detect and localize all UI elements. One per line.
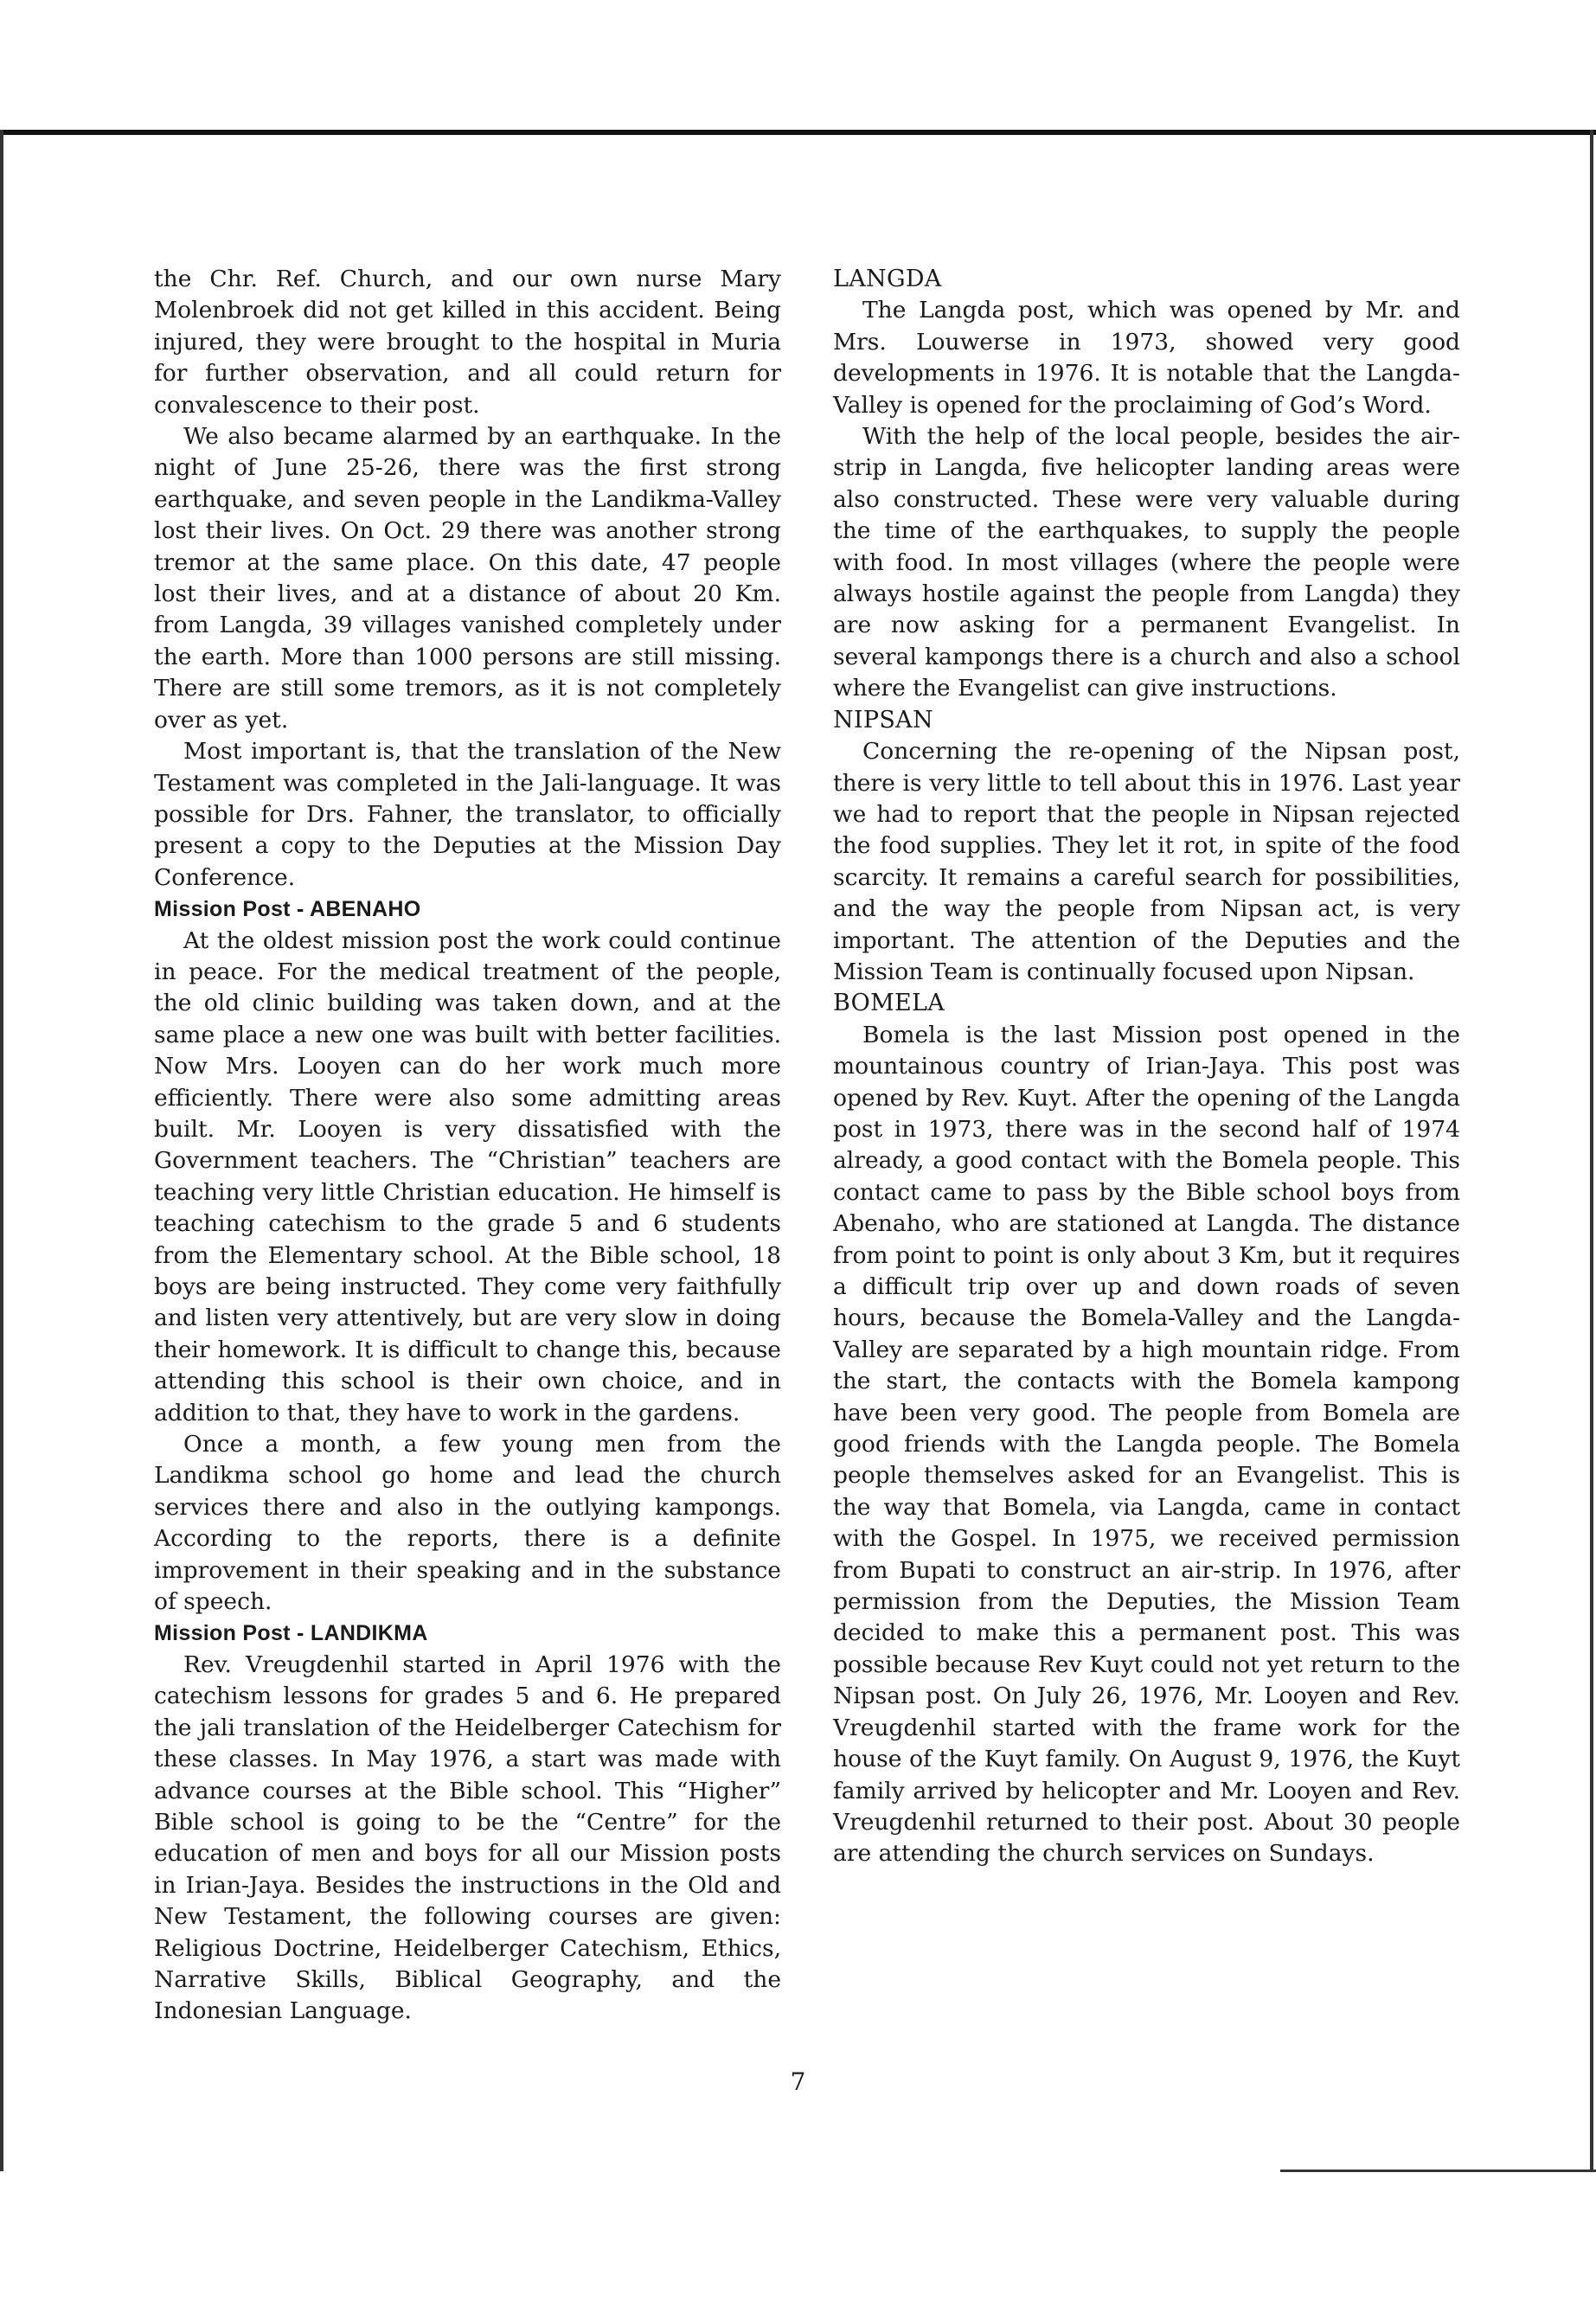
- left-border-rule: [0, 130, 3, 2171]
- page-number: 7: [790, 2067, 806, 2096]
- paragraph-bomela: Bomela is the last Mission post opened in the mountainous country of Irian-Jaya. This post was opened by Rev. Kuyt. After the opening of the Langda post in 1973, there was in the second half of 1974 already, a good contact with the Bomela people. This contact came to pass by the Bible school boys from Abenaho, who are stationed at Langda. The distance from point to point is only about 3 Km, but it requires a difficult trip over up and down roads of seven hours, because the Bomela-Valley and the Langda-Valley are separated by a high mountain ridge. From the start, the contacts with the Bomela kampong have been very good. The people from Bomela are good friends with the Langda people. The Bomela people themselves asked for an Evangelist. This is the way that Bomela, via Langda, came in contact with the Gospel. In 1975, we received permission from Bupati to construct an air-strip. In 1976, after permission from the Deputies, the Mission Team decided to make this a permanent post. This was possible because Rev Kuyt could not yet return to the Nipsan post. On July 26, 1976, Mr. Looyen and Rev. Vreugdenhil started with the frame work for the house of the Kuyt family. On August 9, 1976, the Kuyt family arrived by helicopter and Mr. Looyen and Rev. Vreugdenhil returned to their post. About 30 people are attending the church services on Sundays.: [833, 1021, 1460, 1868]
- paragraph-landikma-school: Once a month, a few young men from the Landikma school go home and lead the church services there and also in the outlying kampongs. According to the reports, there is a definite improvement in their speaking and in the substance of speech.: [154, 1431, 781, 1616]
- paragraph-langda-airstrip: With the help of the local people, besides the air-strip in Langda, five helicopter landing areas were also constructed. These were very valuable during the time of the earthquakes, to supply the people with food. In most villages (where the people were always hostile against the people from Langda) they are now asking for a permanent Evangelist. In several kampongs there is a church and also a school where the Evangelist can give instructions.: [833, 423, 1460, 702]
- paragraph-abenaho: At the oldest mission post the work could continue in peace. For the medical treatment of the people, the old clinic building was taken down, and at the same place a new one was built with better facilities. Now Mrs. Looyen can do her work much more efficiently. There were also some admitting areas built. Mr. Looyen is very dissatisfied with the Government teachers. The “Christian” teachers are teaching very little Christian education. He himself is teaching catechism to the grade 5 and 6 students from the Elementary school. At the Bible school, 18 boys are being instructed. They come very faithfully and listen very attentively, but are very slow in doing their homework. It is difficult to change this, because attending this school is their own choice, and in addition to that, they have to work in the gardens.: [154, 926, 781, 1426]
- right-border-rule: [1590, 130, 1593, 2171]
- left-column: [154, 264, 781, 2028]
- paragraph-landikma: Rev. Vreugdenhil started in April 1976 with the catechism lessons for grades 5 and 6. He prepared the jali translation of the Heidelberger Catechism for these classes. In May 1976, a start was made with advance courses at the Bible school. This “Higher” Bible school is going to be the “Centre” for the education of men and boys for all our Mission posts in Irian-Jaya. Besides the instructions in the Old and New Testament, the following courses are given: Religious Doctrine, Heidelberger Catechism, Ethics, Narrative Skills, Biblical Geography, and the Indonesian Language.: [154, 1650, 781, 2025]
- bottom-border-rule: [1280, 2170, 1596, 2172]
- paragraph-nipsan: Concerning the re-opening of the Nipsan post, there is very little to tell about this in 1976. Last year we had to report that the people in Nipsan rejected the food supplies. They let it rot, in spite of the food scarcity. It remains a careful search for possibilities, and the way the people from Nipsan act, is very important. The attention of the Deputies and the Mission Team is continually focused upon Nipsan.: [833, 738, 1460, 985]
- paragraph-translation: Most important is, that the translation of the New Testament was completed in the Jali-language. It was possible for Drs. Fahner, the translator, to officially present a copy to the Deputies at the Mission Day Conference.: [154, 738, 781, 891]
- heading-langda: LANGDA: [833, 266, 942, 292]
- paragraph-accident: the Chr. Ref. Church, and our own nurse Mary Molenbroek did not get killed in this accident. Being injured, they were brought to the hospital in Muria for further observation, and all could return for convalescence to their post.: [154, 266, 781, 419]
- heading-nipsan: NIPSAN: [833, 706, 933, 734]
- paragraph-langda-post: The Langda post, which was opened by Mr. and Mrs. Louwerse in 1973, showed very good developments in 1976. It is notable that the Langda-Valley is opened for the proclaiming of God’s Word.: [833, 297, 1460, 419]
- right-column: [833, 264, 1460, 1870]
- heading-bomela: BOMELA: [833, 990, 945, 1017]
- top-border-rule: [0, 130, 1596, 135]
- heading-abenaho: Mission Post - ABENAHO: [154, 897, 421, 922]
- heading-landikma: Mission Post - LANDIKMA: [154, 1621, 428, 1646]
- paragraph-earthquake: We also became alarmed by an earthquake. In the night of June 25-26, there was the first strong earthquake, and seven people in the Landikma-Valley lost their lives. On Oct. 29 there was another strong tremor at the same place. On this date, 47 people lost their lives, and at a distance of about 20 Km. from Langda, 39 villages vanished completely under the earth. More than 1000 persons are still missing. There are still some tremors, as it is not completely over as yet.: [154, 423, 781, 734]
